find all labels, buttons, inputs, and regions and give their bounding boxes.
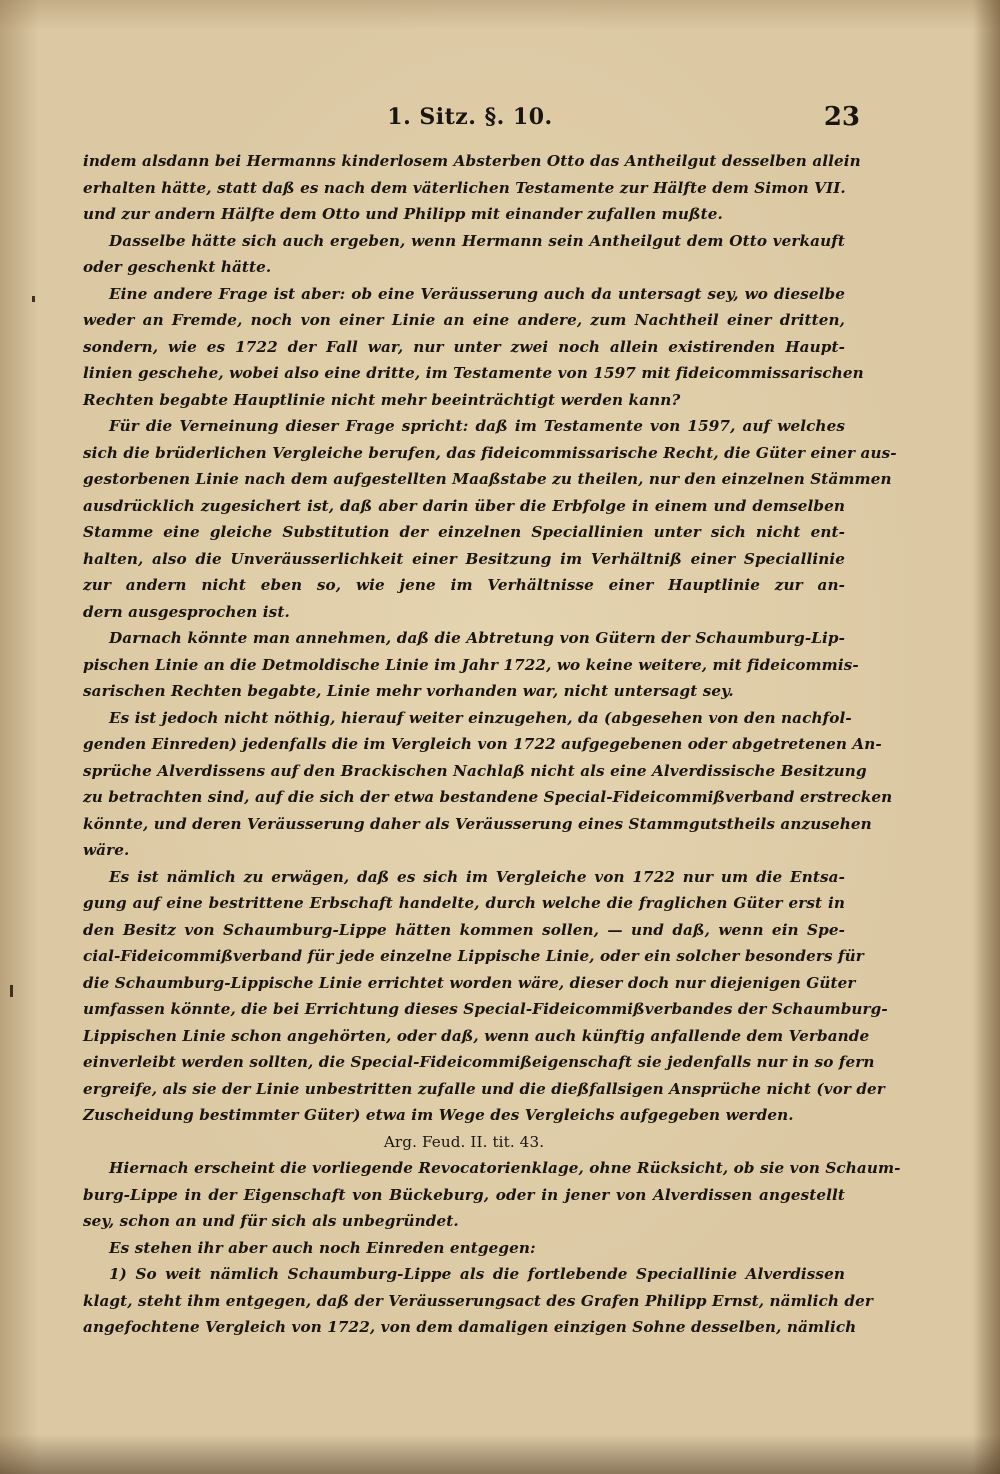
text-line: angefochtene Vergleich von 1722, von dem damaligen einzigen Sohne desselben, nämlich bbox=[83, 1318, 857, 1336]
text-line: sey, schon an und für sich als unbegründet. bbox=[83, 1212, 459, 1230]
body-text bbox=[83, 148, 901, 1378]
text-line: die Schaumburg-Lippische Linie errichtet worden wäre, dieser doch nur diejenigen Güter bbox=[83, 973, 856, 992]
text-line: pischen Linie an die Detmoldische Linie im Jahr 1722, wo keine weitere, mit fideicommis- bbox=[83, 655, 859, 674]
text-line: gestorbenen Linie nach dem aufgestellten Maaßstabe zu theilen, nur den einzelnen Stämmen bbox=[83, 470, 892, 488]
text-line: Es stehen ihr aber auch noch Einreden entgegen: bbox=[109, 1238, 536, 1257]
text-line: sarischen Rechten begabte, Linie mehr vorhanden war, nicht untersagt sey. bbox=[83, 682, 734, 700]
text-line: Rechten begabte Hauptlinie nicht mehr beeinträchtigt werden kann? bbox=[83, 390, 681, 409]
text-line: sprüche Alverdissens auf den Brackischen Nachlaß nicht als eine Alverdissische Besitzung bbox=[83, 761, 867, 780]
text-line: cial-Fideicommißverband für jede einzelne Lippische Linie, oder ein solcher besonders für bbox=[83, 947, 864, 965]
binding-shadow bbox=[974, 0, 1000, 1474]
running-head: 1. Sitz. §. 10. bbox=[387, 104, 553, 130]
text-line: Dasselbe hätte sich auch ergeben, wenn Hermann sein Antheilgut dem Otto verkauft bbox=[109, 231, 845, 250]
text-line: zu betrachten sind, auf die sich der etwa bestandene Special-Fideicommißverband erstrecken bbox=[83, 788, 893, 806]
text-line: ausdrücklich zugesichert ist, daß aber darin über die Erbfolge in einem und demselben bbox=[83, 496, 845, 515]
text-line: Darnach könnte man annehmen, daß die Abtretung von Gütern der Schaumburg-Lip- bbox=[109, 629, 845, 647]
text-line: Eine andere Frage ist aber: ob eine Veräusserung auch da untersagt sey, wo dieselbe bbox=[109, 284, 845, 303]
text-line: oder geschenkt hätte. bbox=[83, 258, 272, 276]
text-line: indem alsdann bei Hermanns kinderlosem Absterben Otto das Antheilgut desselben allein bbox=[83, 152, 861, 170]
text-line: Hiernach erscheint die vorliegende Revocatorienklage, ohne Rücksicht, ob sie von Schaum- bbox=[109, 1159, 901, 1177]
text-line: und zur andern Hälfte dem Otto und Philipp mit einander zufallen mußte. bbox=[83, 205, 723, 223]
text-line: Lippischen Linie schon angehörten, oder daß, wenn auch künftig anfallende dem Verbande bbox=[83, 1026, 870, 1045]
text-line: halten, also die Unveräusserlichkeit einer Besitzung im Verhältniß einer Speciallinie bbox=[83, 549, 845, 568]
text-line: wäre. bbox=[83, 841, 130, 859]
text-line: dern ausgesprochen ist. bbox=[83, 602, 290, 621]
text-line: den Besitz von Schaumburg-Lippe hätten kommen sollen, — und daß, wenn ein Spe- bbox=[83, 920, 845, 939]
text-line: Es ist jedoch nicht nöthig, hierauf weiter einzugehen, da (abgesehen von den nachfol- bbox=[109, 708, 852, 727]
text-line: genden Einreden) jedenfalls die im Vergleich von 1722 aufgegebenen oder abgetretenen An- bbox=[83, 735, 882, 753]
text-line: burg-Lippe in der Eigenschaft von Bückeburg, oder in jener von Alverdissen angestellt bbox=[83, 1185, 845, 1204]
page-bottom-shadow bbox=[0, 1434, 1000, 1474]
text-line: sich die brüderlichen Vergleiche berufen, das fideicommissarische Recht, die Güter einer aus- bbox=[83, 443, 897, 462]
text-line: klagt, steht ihm entgegen, daß der Veräusserungsact des Grafen Philipp Ernst, nämlich der bbox=[83, 1291, 873, 1310]
citation-line: Arg. Feud. II. tit. 43. bbox=[383, 1132, 545, 1151]
text-line: linien geschehe, wobei also eine dritte, im Testamente von 1597 mit fideicommissarischen bbox=[83, 364, 864, 382]
text-line: umfassen könnte, die bei Errichtung dieses Special-Fideicommißverbandes der Schaumburg- bbox=[83, 1000, 888, 1018]
text-line: erhalten hätte, statt daß es nach dem väterlichen Testamente zur Hälfte dem Simon VII. bbox=[83, 178, 846, 197]
page-header bbox=[80, 100, 860, 140]
text-line: sondern, wie es 1722 der Fall war, nur unter zwei noch allein existirenden Haupt- bbox=[83, 337, 845, 356]
text-line: zur andern nicht eben so, wie jene im Verhältnisse einer Hauptlinie zur an- bbox=[83, 576, 845, 594]
text-line: Zuscheidung bestimmter Güter) etwa im Wege des Vergleichs aufgegeben werden. bbox=[83, 1106, 794, 1124]
text-line: gung auf eine bestrittene Erbschaft handelte, durch welche die fraglichen Güter erst in bbox=[83, 894, 845, 912]
margin-mark bbox=[32, 296, 35, 302]
text-line: weder an Fremde, noch von einer Linie an eine andere, zum Nachtheil einer dritten, bbox=[83, 311, 845, 329]
text-line: einverleibt werden sollten, die Special-Fideicommißeigenschaft sie jedenfalls nur in so fern bbox=[83, 1053, 875, 1071]
text-line: Stamme eine gleiche Substitution der einzelnen Speciallinien unter sich nicht ent- bbox=[83, 523, 845, 541]
text-line: 1) So weit nämlich Schaumburg-Lippe als die fortlebende Speciallinie Alverdissen bbox=[109, 1265, 845, 1283]
text-line: könnte, und deren Veräusserung daher als Veräusserung eines Stammgutstheils anzusehen bbox=[83, 814, 872, 833]
text-line: Für die Verneinung dieser Frage spricht: daß im Testamente von 1597, auf welches bbox=[109, 417, 845, 435]
text-line: Es ist nämlich zu erwägen, daß es sich im Vergleiche von 1722 nur um die Entsa- bbox=[109, 867, 845, 886]
text-line: ergreife, als sie der Linie unbestritten zufalle und die dießfallsigen Ansprüche nicht (vor der bbox=[83, 1079, 885, 1098]
margin-mark bbox=[10, 985, 13, 997]
page-number: 23 bbox=[823, 102, 860, 132]
